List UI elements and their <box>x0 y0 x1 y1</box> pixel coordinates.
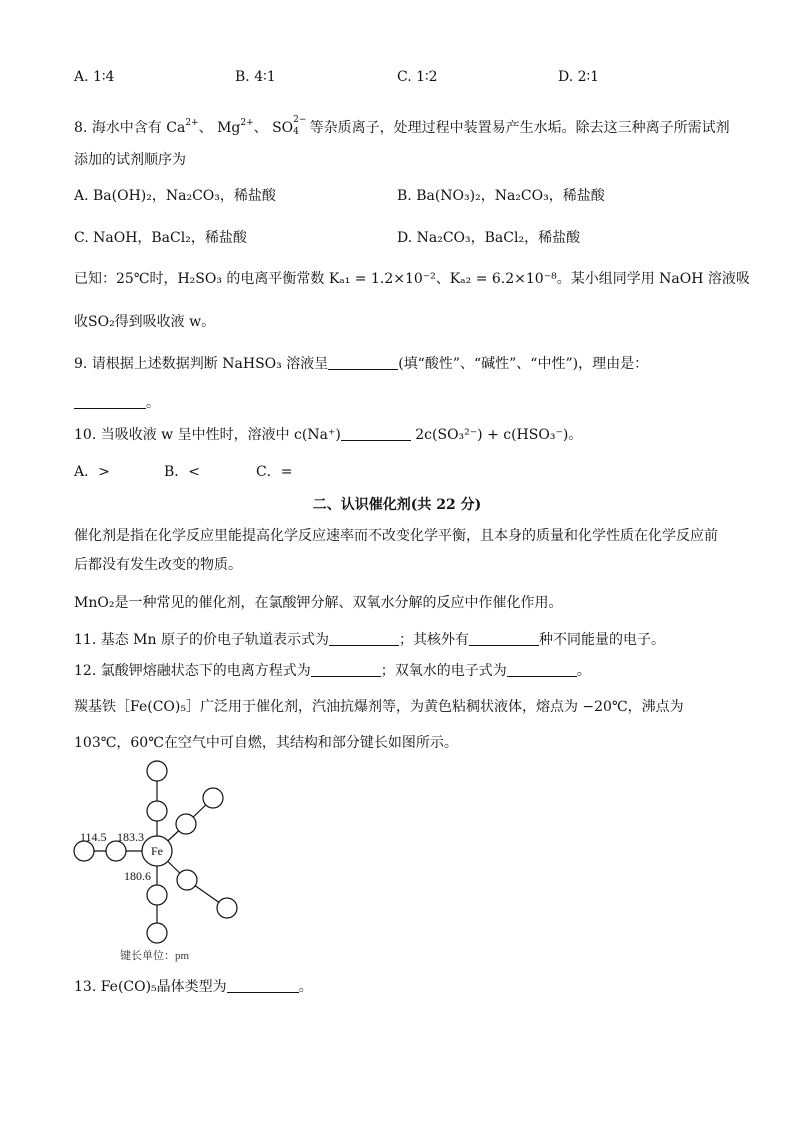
atom-o-bottom <box>147 923 167 943</box>
atom-c-bottom <box>147 885 167 905</box>
q8-option-a: A. Ba(OH)₂，Na₂CO₃，稀盐酸 <box>74 188 276 204</box>
feco-text-line2: 103℃，60℃在空气中可自燃，其结构和部分键长如图所示。 <box>74 735 458 751</box>
q8-stem-line2: 添加的试剂顺序为 <box>74 152 186 168</box>
atom-o-upper-right <box>203 788 223 808</box>
q9-blank-2[interactable] <box>74 394 146 409</box>
q9-blank-1[interactable] <box>328 355 398 370</box>
feco5-structure-diagram <box>60 755 260 970</box>
atom-o-lower-right <box>217 898 237 918</box>
q7-option-c: C. 1∶2 <box>397 69 438 85</box>
fe-label: Fe <box>151 844 163 858</box>
q8-option-c: C. NaOH，BaCl₂，稀盐酸 <box>74 230 247 246</box>
q11-stem: 11. 基态 Mn 原子的价电子轨道表示式为 ；其核外有 种不同能量的电子。 <box>74 632 665 648</box>
q10-stem: 10. 当吸收液 w 呈中性时，溶液中 c(Na⁺) 2c(SO₃²⁻) + c(HSO₃⁻)。 <box>74 427 583 443</box>
q13-blank[interactable] <box>227 978 299 993</box>
section-intro-line2: 后都没有发生改变的物质。 <box>74 557 242 573</box>
q10-option-c: C．= <box>256 464 293 480</box>
bond-length-unit: 键长单位：pm <box>120 950 190 962</box>
known-constants: 已知：25℃时，H₂SO₃ 的电离平衡常数 Kₐ₁ = 1.2×10⁻²、Kₐ₂ = 6.2×10⁻⁸。某小组同学用 NaOH 溶液吸 <box>74 271 750 287</box>
mno2-text: MnO₂是一种常见的催化剂，在氯酸钾分解、双氧水分解的反应中作催化作用。 <box>74 595 563 611</box>
q9-stem: 9. 请根据上述数据判断 NaHSO₃ 溶液呈 (填“酸性”、“碱性”、“中性”)，理由是： <box>74 356 649 372</box>
section-intro: 催化剂是指在化学反应里能提高化学反应速率而不改变化学平衡，且本身的质量和化学性质在化学反应前 <box>74 528 718 544</box>
atom-c-left <box>106 841 126 861</box>
q7-option-a: A. 1∶4 <box>74 69 115 85</box>
q10-option-a: A．> <box>74 464 110 480</box>
q11-blank-1[interactable] <box>329 631 399 646</box>
q7-option-b: B. 4∶1 <box>235 69 276 85</box>
q13-stem: 13. Fe(CO)₅晶体类型为 。 <box>74 979 313 995</box>
q8-option-d: D. Na₂CO₃，BaCl₂，稀盐酸 <box>397 230 581 246</box>
atom-c-upper-right <box>176 814 196 834</box>
section-title: 二、认识催化剂(共 22 分) <box>312 497 482 513</box>
bond-label-fe-c-axial: 183.3 <box>117 830 144 844</box>
q7-option-d: D. 2∶1 <box>558 69 600 85</box>
atom-c-lower-right <box>177 870 197 890</box>
q10-blank[interactable] <box>341 426 411 441</box>
known-constants-line2: 收SO₂得到吸收液 w。 <box>74 314 216 330</box>
atom-o-top <box>147 761 167 781</box>
bond-label-fe-c-eq: 180.6 <box>124 869 151 883</box>
q12-stem: 12. 氯酸钾熔融状态下的电离方程式为 ；双氧水的电子式为 。 <box>74 663 591 679</box>
q10-option-b: B．< <box>164 464 201 480</box>
bond-label-co: 114.5 <box>80 830 107 844</box>
q8-stem: 8. 海水中含有 $Ca^{2+}$、 $Mg^{2+}$、 SO 2− 4 等杂质离子，处理过程中装置易产生水垢。除去这三种离子所需试剂 <box>74 115 730 137</box>
q8-option-b: B. Ba(NO₃)₂，Na₂CO₃，稀盐酸 <box>397 188 605 204</box>
q11-blank-2[interactable] <box>469 631 539 646</box>
q12-blank-1[interactable] <box>311 662 381 677</box>
atom-c-top <box>147 801 167 821</box>
q12-blank-2[interactable] <box>507 662 577 677</box>
q9-reason-line: 。 <box>74 393 160 413</box>
feco-text: 羰基铁［Fe(CO)₅］广泛用于催化剂，汽油抗爆剂等，为黄色粘稠状液体，熔点为 −20℃，沸点为 <box>74 699 684 715</box>
atom-o-left <box>74 841 94 861</box>
